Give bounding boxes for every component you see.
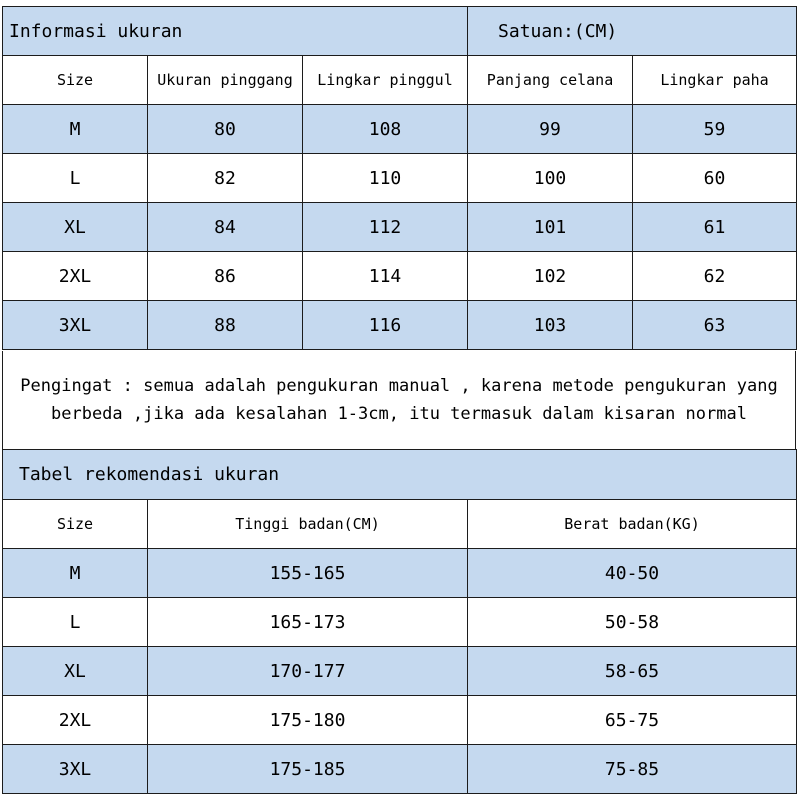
size-info-title-row [3, 7, 797, 56]
size-info-title: Informasi ukuran [3, 7, 468, 56]
table-cell: 110 [303, 154, 468, 203]
column-header: Size [3, 56, 148, 105]
column-header: Berat badan(KG) [468, 500, 797, 549]
table-row [3, 154, 797, 203]
table-cell: 84 [148, 203, 303, 252]
table-row [3, 549, 797, 598]
table-cell: 112 [303, 203, 468, 252]
recommendation-title: Tabel rekomendasi ukuran [3, 450, 797, 500]
table-cell: 102 [468, 252, 633, 301]
reminder-note [2, 351, 796, 449]
table-cell: 75-85 [468, 745, 797, 794]
table-row [3, 696, 797, 745]
table-cell: 65-75 [468, 696, 797, 745]
column-header: Lingkar paha [633, 56, 797, 105]
table-cell: 60 [633, 154, 797, 203]
size-info-table [2, 6, 797, 350]
table-row [3, 203, 797, 252]
table-cell: L [3, 598, 148, 647]
column-header: Size [3, 500, 148, 549]
column-header: Tinggi badan(CM) [148, 500, 468, 549]
unit-label: Satuan:(CM) [468, 7, 797, 56]
table-cell: 80 [148, 105, 303, 154]
size-recommendation-table [2, 449, 797, 794]
table-cell: 170-177 [148, 647, 468, 696]
table-cell: 63 [633, 301, 797, 350]
table-row [3, 252, 797, 301]
size-info-header-row [3, 56, 797, 105]
recommendation-header-row [3, 500, 797, 549]
table-cell: M [3, 549, 148, 598]
table-cell: 155-165 [148, 549, 468, 598]
table-cell: XL [3, 203, 148, 252]
reminder-text: Pengingat : semua adalah pengukuran manual , karena metode pengukuran yang berbeda ,jika ada kesalahan 1-3cm, itu termasuk dalam kisaran normal [20, 376, 778, 424]
table-cell: 3XL [3, 745, 148, 794]
table-cell: 2XL [3, 696, 148, 745]
table-row [3, 301, 797, 350]
table-row [3, 647, 797, 696]
table-cell: 61 [633, 203, 797, 252]
table-row [3, 598, 797, 647]
table-cell: 116 [303, 301, 468, 350]
table-cell: 100 [468, 154, 633, 203]
table-cell: 2XL [3, 252, 148, 301]
table-cell: 3XL [3, 301, 148, 350]
table-cell: 175-180 [148, 696, 468, 745]
table-row [3, 105, 797, 154]
table-cell: 58-65 [468, 647, 797, 696]
table-cell: 99 [468, 105, 633, 154]
table-cell: 40-50 [468, 549, 797, 598]
table-row [3, 745, 797, 794]
table-cell: 175-185 [148, 745, 468, 794]
recommendation-title-row [3, 450, 797, 500]
column-header: Panjang celana [468, 56, 633, 105]
table-cell: 101 [468, 203, 633, 252]
table-cell: 108 [303, 105, 468, 154]
table-cell: 62 [633, 252, 797, 301]
table-cell: 82 [148, 154, 303, 203]
table-cell: 59 [633, 105, 797, 154]
table-cell: XL [3, 647, 148, 696]
table-cell: L [3, 154, 148, 203]
table-cell: 50-58 [468, 598, 797, 647]
table-cell: 86 [148, 252, 303, 301]
table-cell: 114 [303, 252, 468, 301]
table-cell: 165-173 [148, 598, 468, 647]
table-cell: M [3, 105, 148, 154]
column-header: Ukuran pinggang [148, 56, 303, 105]
table-cell: 103 [468, 301, 633, 350]
table-cell: 88 [148, 301, 303, 350]
column-header: Lingkar pinggul [303, 56, 468, 105]
